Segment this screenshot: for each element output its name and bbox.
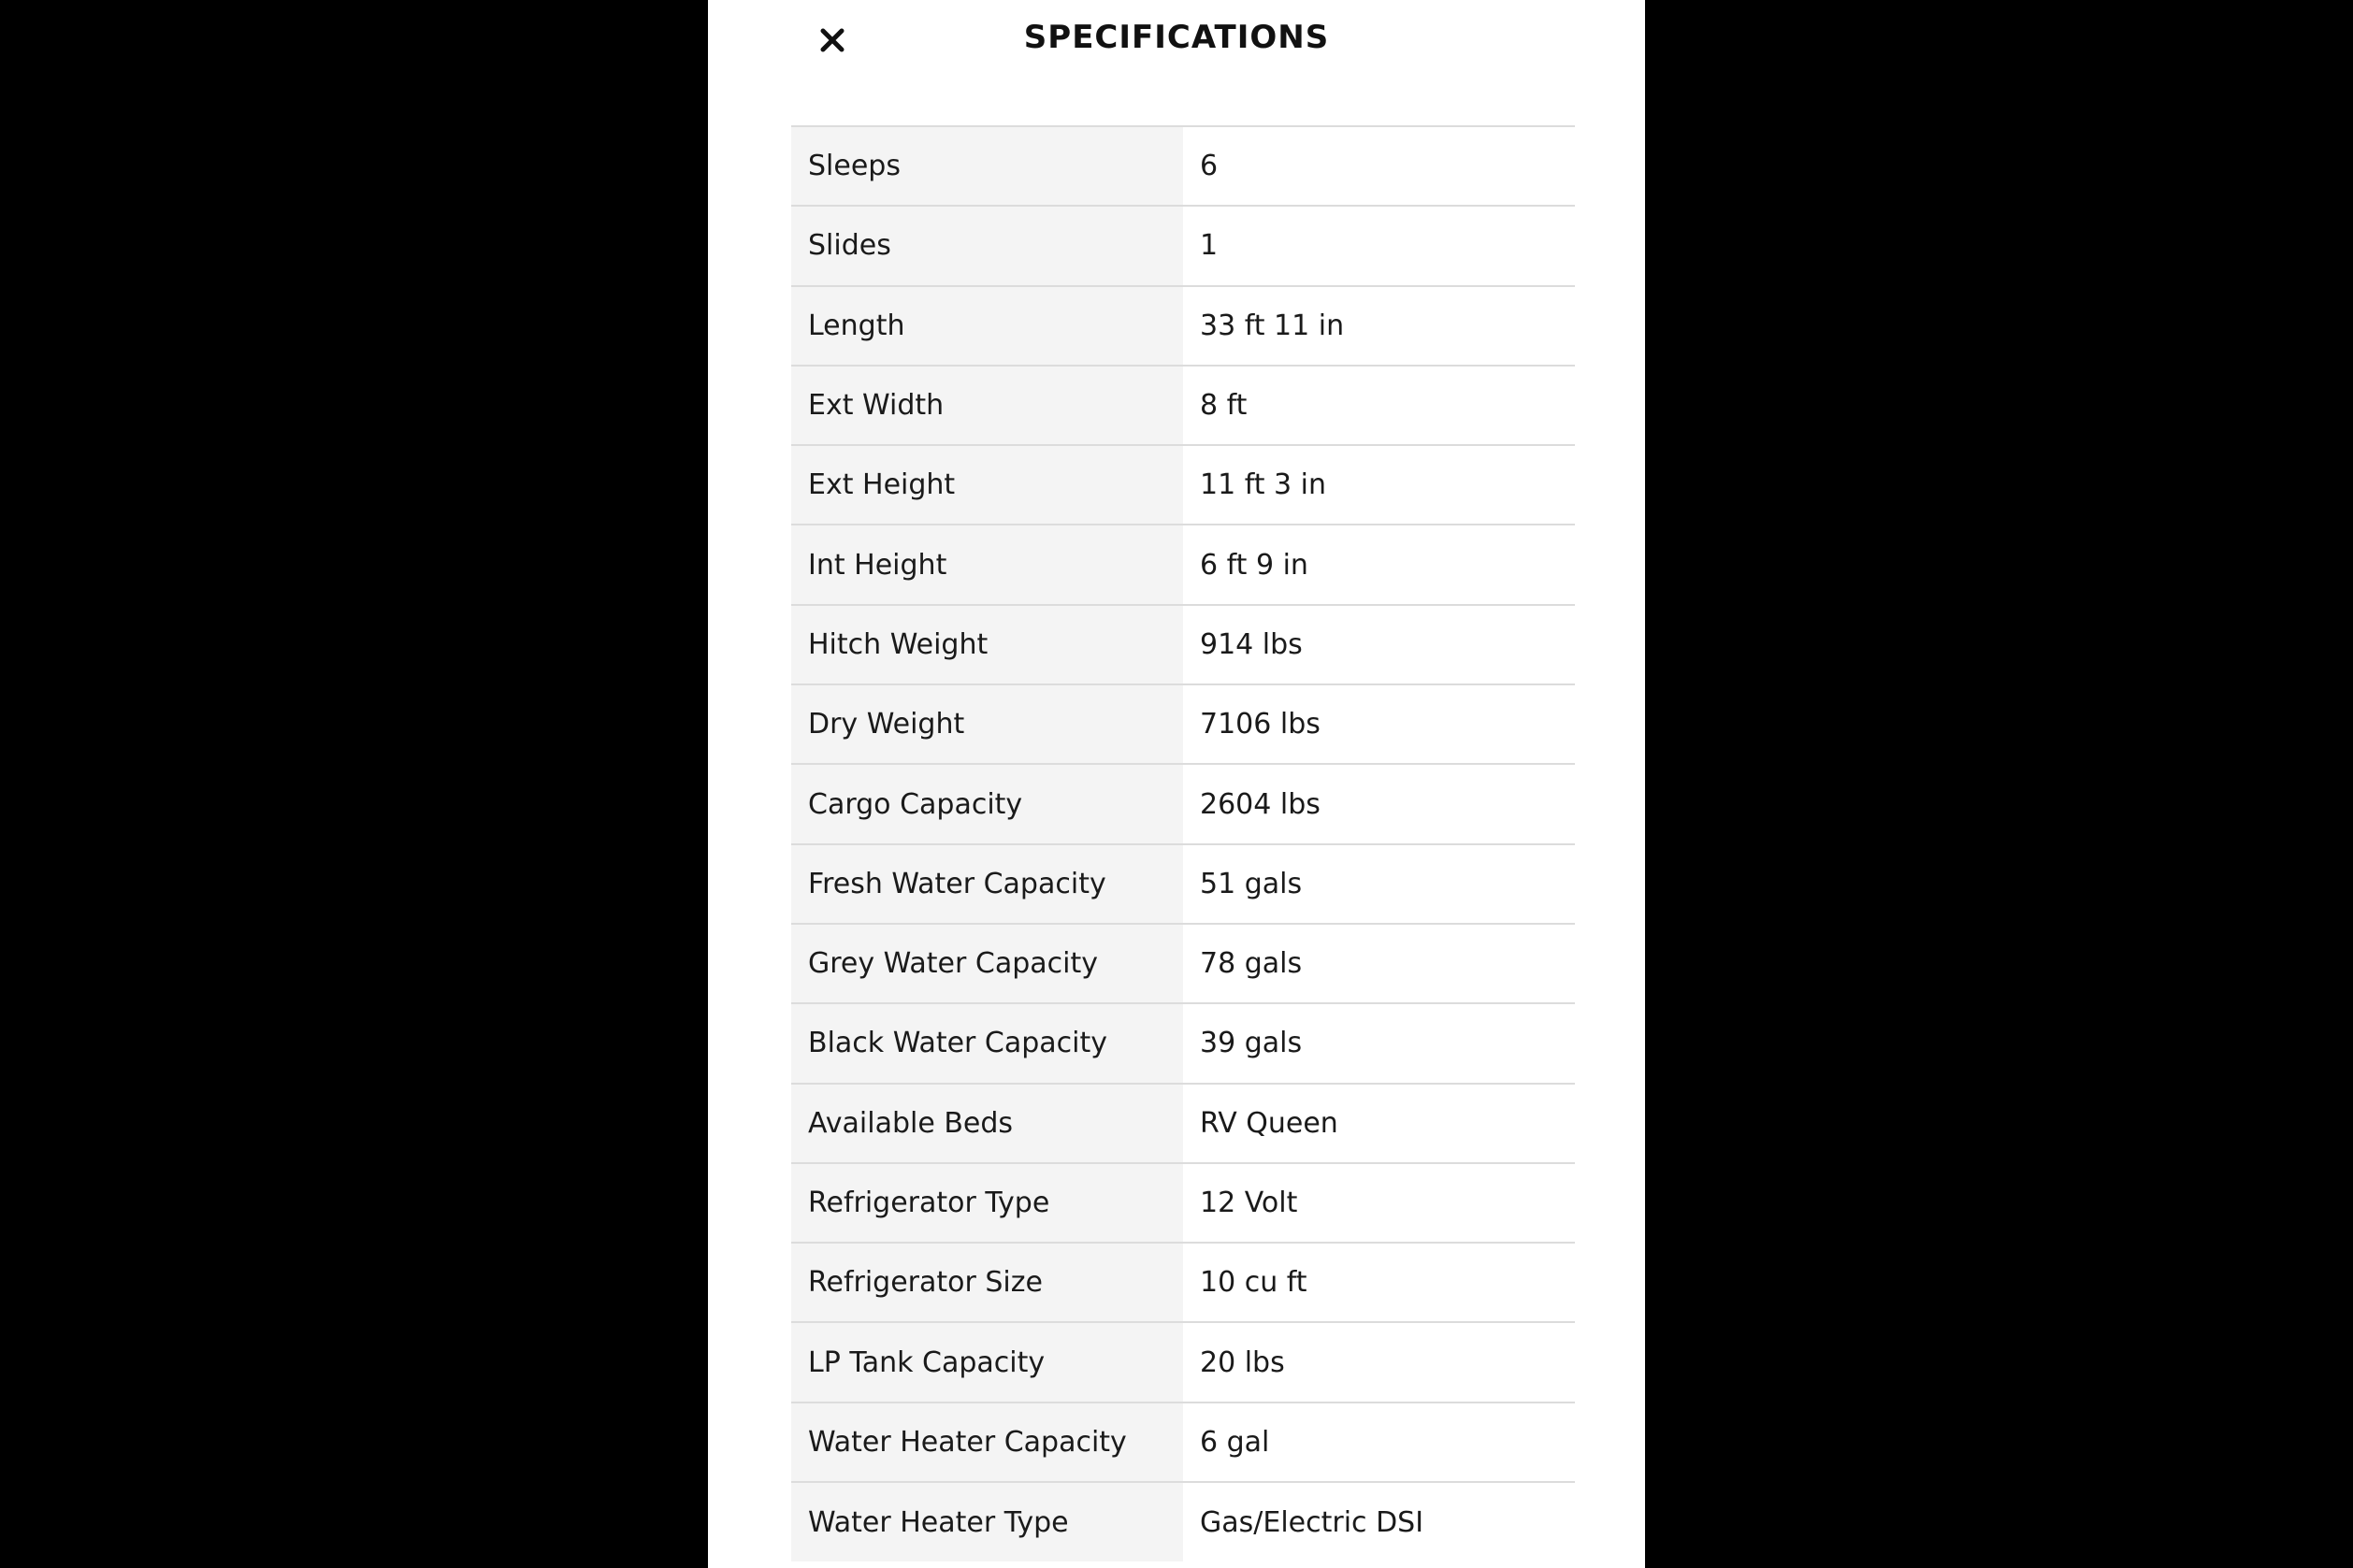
spec-value: 7106 lbs <box>1183 684 1575 764</box>
table-row <box>791 1322 1575 1402</box>
spec-value: 914 lbs <box>1183 605 1575 684</box>
specifications-table <box>791 125 1575 1561</box>
spec-label: Water Heater Type <box>791 1482 1183 1561</box>
spec-label: Refrigerator Size <box>791 1243 1183 1322</box>
table-row <box>791 764 1575 843</box>
table-row <box>791 1243 1575 1322</box>
spec-value: RV Queen <box>1183 1084 1575 1163</box>
table-row <box>791 605 1575 684</box>
spec-label: Length <box>791 286 1183 366</box>
spec-value: 6 <box>1183 126 1575 206</box>
spec-label: Water Heater Capacity <box>791 1403 1183 1482</box>
spec-label: Sleeps <box>791 126 1183 206</box>
table-row <box>791 206 1575 285</box>
spec-value: 2604 lbs <box>1183 764 1575 843</box>
spec-label: Refrigerator Type <box>791 1163 1183 1243</box>
spec-label: Ext Height <box>791 445 1183 525</box>
spec-value: 33 ft 11 in <box>1183 286 1575 366</box>
spec-value: 20 lbs <box>1183 1322 1575 1402</box>
table-row <box>791 1084 1575 1163</box>
spec-value: Gas/Electric DSI <box>1183 1482 1575 1561</box>
spec-value: 10 cu ft <box>1183 1243 1575 1322</box>
spec-label: Slides <box>791 206 1183 285</box>
table-row <box>791 1003 1575 1083</box>
spec-value: 51 gals <box>1183 844 1575 924</box>
specifications-modal <box>708 0 1645 1568</box>
table-row <box>791 1163 1575 1243</box>
spec-value: 11 ft 3 in <box>1183 445 1575 525</box>
table-row <box>791 445 1575 525</box>
spec-label: Hitch Weight <box>791 605 1183 684</box>
table-row <box>791 924 1575 1003</box>
spec-label: LP Tank Capacity <box>791 1322 1183 1402</box>
spec-label: Cargo Capacity <box>791 764 1183 843</box>
spec-value: 78 gals <box>1183 924 1575 1003</box>
spec-value: 6 ft 9 in <box>1183 525 1575 604</box>
table-row <box>791 286 1575 366</box>
spec-label: Grey Water Capacity <box>791 924 1183 1003</box>
spec-value: 1 <box>1183 206 1575 285</box>
table-row <box>791 844 1575 924</box>
spec-value: 12 Volt <box>1183 1163 1575 1243</box>
spec-label: Ext Width <box>791 366 1183 445</box>
spec-value: 8 ft <box>1183 366 1575 445</box>
spec-label: Dry Weight <box>791 684 1183 764</box>
modal-title: SPECIFICATIONS <box>1023 19 1330 56</box>
spec-value: 39 gals <box>1183 1003 1575 1083</box>
table-row <box>791 366 1575 445</box>
table-row <box>791 1482 1575 1561</box>
table-row <box>791 126 1575 206</box>
table-row <box>791 1403 1575 1482</box>
table-row <box>791 684 1575 764</box>
spec-label: Int Height <box>791 525 1183 604</box>
spec-label: Black Water Capacity <box>791 1003 1183 1083</box>
table-row <box>791 525 1575 604</box>
spec-label: Available Beds <box>791 1084 1183 1163</box>
spec-label: Fresh Water Capacity <box>791 844 1183 924</box>
spec-value: 6 gal <box>1183 1403 1575 1482</box>
